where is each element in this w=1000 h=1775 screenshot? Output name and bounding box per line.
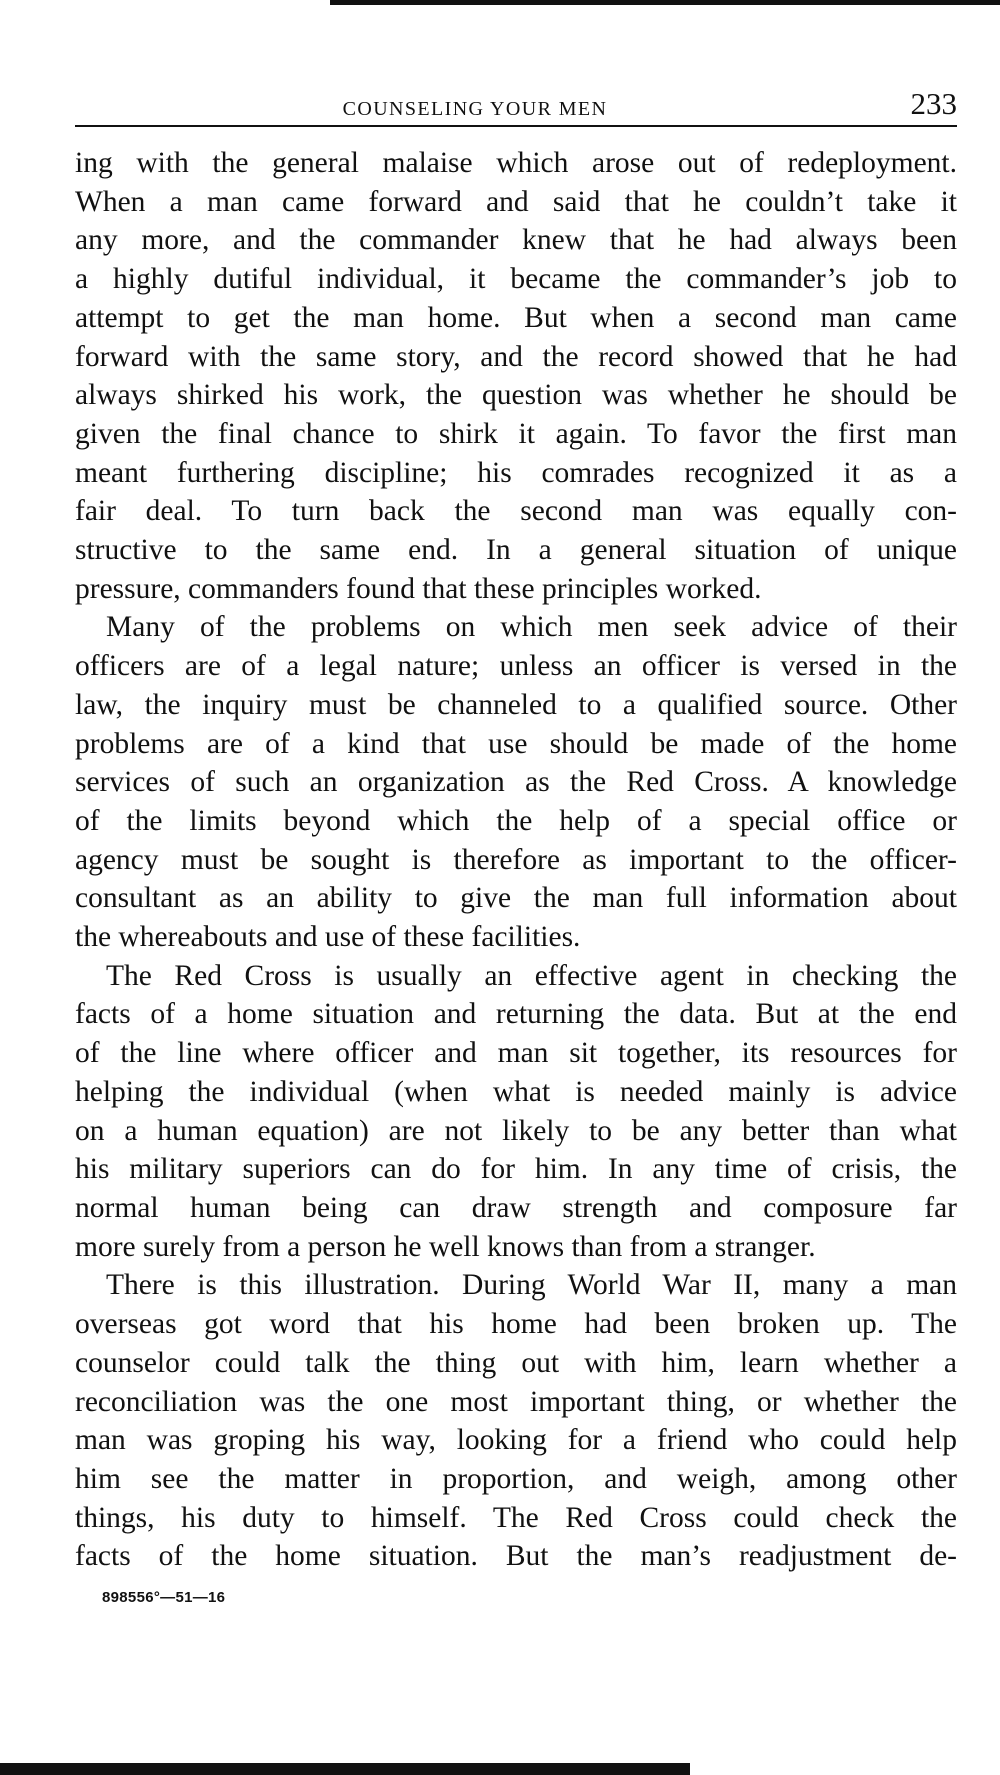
text-line: facts of the home situation. But the man’s readjustment de- bbox=[75, 1540, 957, 1573]
scan-border-top bbox=[330, 0, 1000, 5]
text-line: structive to the same end. In a general situation of unique bbox=[75, 534, 957, 567]
text-line: more surely from a person he well knows than from a stranger. bbox=[75, 1230, 816, 1263]
text-line: The Red Cross is usually an effective agent in checking the bbox=[106, 959, 957, 992]
text-line: his military superiors can do for him. In any time of crisis, the bbox=[75, 1153, 957, 1186]
print-code: 898556°—51—16 bbox=[102, 1589, 226, 1606]
text-line: counselor could talk the thing out with him, learn whether a bbox=[75, 1346, 957, 1379]
text-line: There is this illustration. During World War II, many a man bbox=[106, 1269, 957, 1302]
text-line: Many of the problems on which men seek advice of their bbox=[106, 611, 957, 644]
text-line: agency must be sought is therefore as important to the officer- bbox=[75, 843, 957, 876]
text-line: reconciliation was the one most important thing, or whether the bbox=[75, 1385, 957, 1418]
text-line: consultant as an ability to give the man full information about bbox=[75, 882, 957, 915]
text-line: ing with the general malaise which arose out of redeployment. bbox=[75, 147, 957, 179]
text-line: forward with the same story, and the record showed that he had bbox=[75, 340, 957, 373]
text-line: things, his duty to himself. The Red Cross could check the bbox=[75, 1501, 957, 1534]
running-title: COUNSELING YOUR MEN bbox=[342, 98, 608, 120]
text-line: of the line where officer and man sit together, its resources for bbox=[75, 1037, 957, 1070]
scan-border-bottom bbox=[0, 1763, 690, 1775]
text-line: of the limits beyond which the help of a special office or bbox=[75, 804, 957, 837]
text-line: facts of a home situation and returning the data. But at the end bbox=[75, 998, 957, 1031]
text-line: attempt to get the man home. But when a second man came bbox=[75, 301, 957, 334]
page-number: 233 bbox=[910, 86, 957, 121]
text-line: helping the individual (when what is needed mainly is advice bbox=[75, 1075, 957, 1108]
text-line: pressure, commanders found that these principles worked. bbox=[75, 572, 762, 605]
text-line: given the final chance to shirk it again. To favor the first man bbox=[75, 417, 957, 450]
text-line: always shirked his work, the question was whether he should be bbox=[75, 379, 957, 412]
text-line: problems are of a kind that use should be made of the home bbox=[75, 727, 957, 760]
text-line: any more, and the commander knew that he had always been bbox=[75, 224, 957, 257]
body-text bbox=[75, 144, 957, 1576]
text-line: overseas got word that his home had been broken up. The bbox=[75, 1308, 957, 1341]
text-line: services of such an organization as the Red Cross. A knowledge bbox=[75, 766, 957, 799]
text-line: normal human being can draw strength and composure far bbox=[75, 1191, 957, 1224]
text-line: him see the matter in proportion, and weigh, among other bbox=[75, 1462, 957, 1495]
text-line: officers are of a legal nature; unless an officer is versed in the bbox=[75, 650, 957, 683]
text-line: on a human equation) are not likely to be any better than what bbox=[75, 1114, 957, 1147]
text-line: meant furthering discipline; his comrades recognized it as a bbox=[75, 456, 957, 489]
text-line: law, the inquiry must be channeled to a qualified source. Other bbox=[75, 688, 957, 721]
header-rule bbox=[75, 125, 957, 127]
text-line: the whereabouts and use of these facilities. bbox=[75, 921, 581, 954]
text-line: When a man came forward and said that he couldn’t take it bbox=[75, 185, 957, 218]
text-line: a highly dutiful individual, it became the commander’s job to bbox=[75, 263, 957, 296]
running-head bbox=[75, 86, 957, 126]
text-line: man was groping his way, looking for a friend who could help bbox=[75, 1424, 957, 1457]
text-line: fair deal. To turn back the second man was equally con- bbox=[75, 495, 957, 528]
